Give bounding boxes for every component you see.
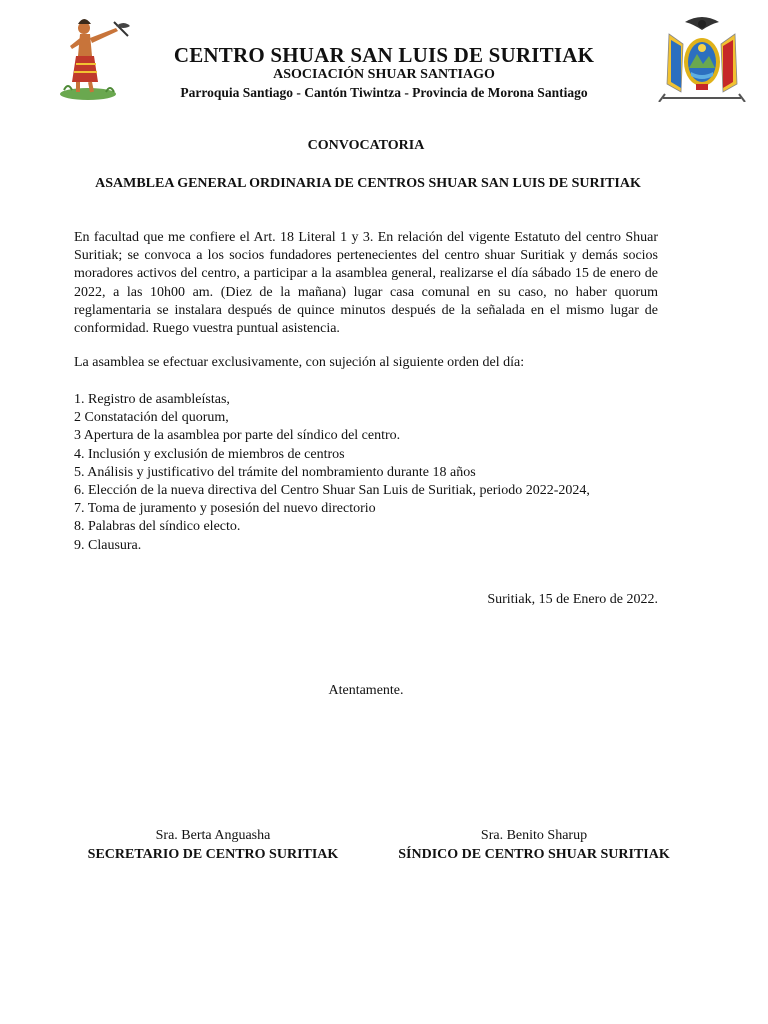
- agenda-item: 4. Inclusión y exclusión de miembros de centros: [74, 446, 345, 462]
- body-paragraph: En facultad que me confiere el Art. 18 Literal 1 y 3. En relación del vigente Estatuto del centro Shuar Suritiak; se convoca a los socios fundadores pertenecientes del centro shuar Suritiak y demás socios moradores activos del centro, a participar a la asamblea general, realizarse el día sábado 15 de enero de 2022, a las 10h00 am. (Diez de la mañana) lugar casa comunal en su caso, no haber quorum reglamentaria se instalara después de quince minutos después de la señalada en el mismo lugar de conformidad. Ruego vuestra puntual asistencia.: [74, 230, 658, 337]
- agenda-item: 1. Registro de asambleístas,: [74, 392, 230, 407]
- organization-title: CENTRO SHUAR SAN LUIS DE SURITIAK: [173, 43, 595, 67]
- ecuador-coat-of-arms-icon: [655, 14, 749, 102]
- association-name: ASOCIACIÓN SHUAR SANTIAGO: [273, 67, 495, 82]
- document-heading: CONVOCATORIA: [307, 138, 425, 153]
- agenda-item: 3 Apertura de la asamblea por parte del síndico del centro.: [74, 428, 401, 444]
- place-date: Suritiak, 15 de Enero de 2022.: [487, 592, 658, 607]
- agenda-item: 9. Clausura.: [74, 537, 142, 553]
- signer-name: Sra. Benito Sharup: [480, 828, 588, 843]
- agenda-list: [74, 391, 590, 555]
- closing-salutation: Atentamente.: [328, 683, 404, 698]
- agenda-item: 5. Análisis y justificativo del trámite del nombramiento durante 18 años: [74, 464, 476, 480]
- agenda-item: 6. Elección de la nueva directiva del Centro Shuar San Luis de Suritiak, periodo 2022-2024,: [74, 483, 590, 499]
- signer-role: SÍNDICO DE CENTRO SHUAR SURITIAK: [398, 847, 670, 862]
- location-line: Parroquia Santiago - Cantón Tiwintza - Provincia de Morona Santiago: [180, 85, 588, 100]
- agenda-intro: La asamblea se efectuar exclusivamente, con sujeción al siguiente orden del día:: [74, 355, 525, 370]
- agenda-item: 7. Toma de juramento y posesión del nuevo directorio: [74, 501, 376, 517]
- signer-name: Sra. Berta Anguasha: [155, 828, 271, 843]
- document-subheading: ASAMBLEA GENERAL ORDINARIA DE CENTROS SHUAR SAN LUIS DE SURITIAK: [95, 176, 641, 191]
- signer-role: SECRETARIO DE CENTRO SURITIAK: [87, 847, 339, 862]
- agenda-item: 2 Constatación del quorum,: [74, 410, 229, 426]
- signature-block-sindico: [380, 826, 688, 864]
- signature-block-secretary: [70, 826, 356, 864]
- agenda-item: 8. Palabras del síndico electo.: [74, 519, 241, 535]
